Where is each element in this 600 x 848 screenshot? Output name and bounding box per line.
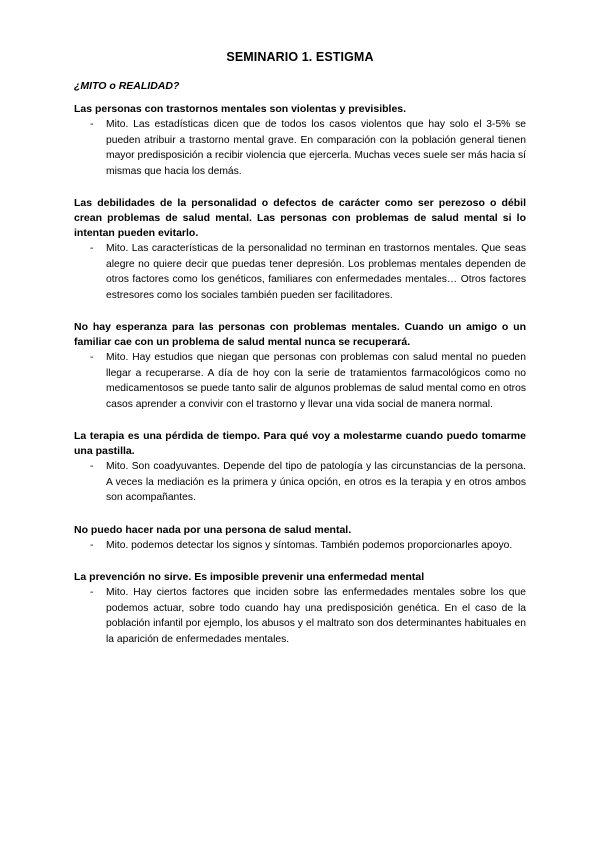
list-dash: - xyxy=(90,243,94,254)
myth-answer-text: Mito. Hay estudios que niegan que personas con problemas con salud mental no pueden llegar a recuperarse. A día de hoy con la serie de tratamientos farmacológicos como no medicamentosos se puede tanto salir de algunos problemas de salud mental como en otros casos aprender a convivir con el trastorno y llevar una vida social de manera normal. xyxy=(106,352,526,410)
myth-heading: La prevención no sirve. Es imposible prevenir una enfermedad mental xyxy=(74,571,425,583)
myth-section-3 xyxy=(74,320,526,412)
myth-answer xyxy=(74,117,526,179)
myth-answer-text: Mito. Las características de la personalidad no terminan en trastornos mentales. Que seas alegre no quiere decir que puedas tener depresión. Los problemas mentales dependen de otros factores como los genéticos, familiares con enfermedades mentales… Otros factores estresores como los sociales también pueden ser facilitadores. xyxy=(106,243,526,301)
myth-answer xyxy=(74,350,526,412)
myth-answer-text: Mito. Las estadísticas dicen que de todos los casos violentos que hay solo el 3-5% se pueden atribuir a trastorno mental grave. En comparación con la población general tienen mayor predisposición a recibir violencia que ejercerla. Muchas veces suele ser más hacia sí mismas que hacia los demás. xyxy=(106,119,526,177)
myth-section-6 xyxy=(74,570,526,647)
myth-heading: Las personas con trastornos mentales son violentas y previsibles. xyxy=(74,103,407,115)
list-dash: - xyxy=(90,119,94,130)
myth-answer xyxy=(74,538,526,554)
list-dash: - xyxy=(90,352,94,363)
myth-section-1 xyxy=(74,102,526,179)
myth-section-2 xyxy=(74,196,526,303)
myth-answer xyxy=(74,241,526,303)
myth-heading: La terapia es una pérdida de tiempo. Para qué voy a molestarme cuando puedo tomarme una pastilla. xyxy=(74,430,526,457)
page-subtitle: ¿MITO o REALIDAD? xyxy=(74,80,180,92)
myth-section-5 xyxy=(74,523,526,554)
myth-answer-text: Mito. Hay ciertos factores que inciden sobre las enfermedades mentales sobre los que podemos actuar, sobre todo cuando hay una predisposición genética. En el caso de la población infantil por ejemplo, los abusos y el maltrato son dos determinantes habituales en la aparición de enfermedades mentales. xyxy=(106,587,526,645)
myth-answer-text: Mito. podemos detectar los signos y síntomas. También podemos proporcionarles apoyo. xyxy=(106,539,513,551)
myth-heading: No puedo hacer nada por una persona de salud mental. xyxy=(74,523,352,536)
myth-answer xyxy=(74,459,526,506)
myth-heading: Las debilidades de la personalidad o defectos de carácter como ser perezoso o débil crean problemas de salud mental. Las personas con problemas de salud mental si lo intentan pueden evitarlo. xyxy=(74,197,526,239)
list-dash: - xyxy=(90,539,94,551)
list-dash: - xyxy=(90,461,94,472)
list-dash: - xyxy=(90,587,94,598)
myth-answer-text: Mito. Son coadyuvantes. Depende del tipo de patología y las circunstancias de la persona. A veces la mediación es la primera y única opción, en otros es la terapia y en otros ambos son acompañantes. xyxy=(106,461,526,503)
myth-section-4 xyxy=(74,429,526,506)
myth-heading: No hay esperanza para las personas con problemas mentales. Cuando un amigo o un familiar cae con un problema de salud mental nunca se recuperará. xyxy=(74,321,526,348)
myth-answer xyxy=(74,585,526,647)
page-title: SEMINARIO 1. ESTIGMA xyxy=(226,50,374,64)
